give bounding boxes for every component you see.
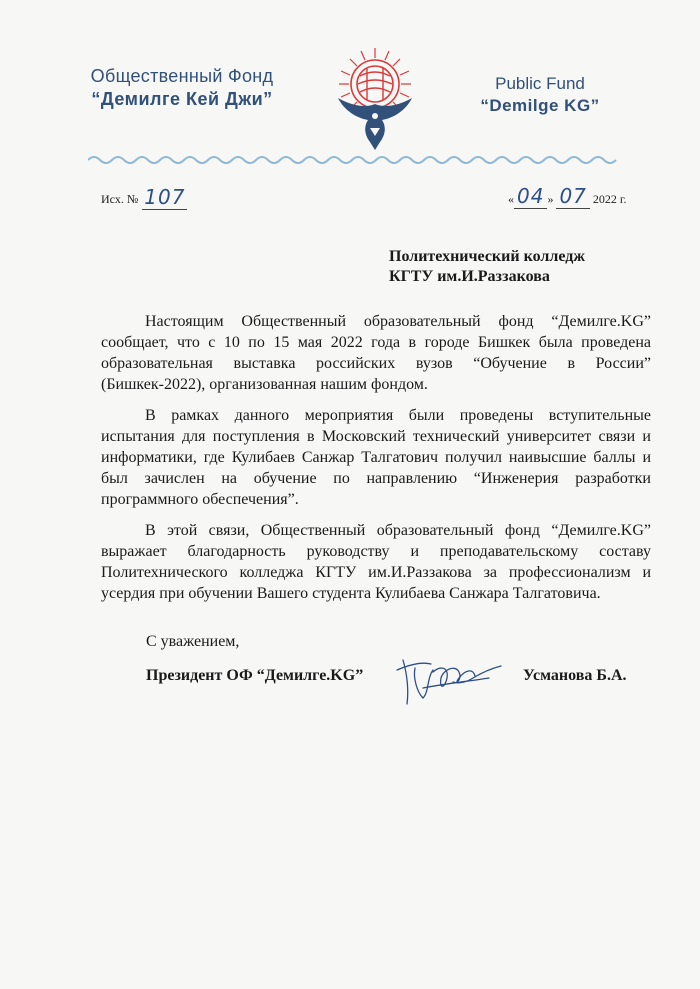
signer-position: Президент ОФ “Демилге.KG” [146,667,364,684]
outgoing-reference [101,184,187,208]
date-day: 04 [514,184,547,209]
recipient-line2: КГТУ им.И.Раззакова [389,268,550,285]
body-paragraph-1: Настоящим Общественный образовательный фонд “Демилге.KG” сообщает, что с 10 по 15 мая 2022 года в городе Бишкек была проведена образовательная выставка российских вузов “Обучение в России” (Бишкек-2022), организованная нашим фондом. [101,313,651,393]
fund-name-ru: Общественный Фонд [90,66,274,86]
date-year: 2022 г. [592,192,627,206]
body-paragraph-2: В рамках данного мероприятия были проведены вступительные испытания для поступления в Московский технический университет связи и информатики, где Кулибаев Санжар Талгатович получил наивысшие баллы и был зачислен на обучение по направлению “Инженерия разработки программного обеспечения”. [101,407,651,508]
closing-regards: С уважением, [146,633,240,650]
date-month: 07 [556,184,589,209]
recipient-line1: Политехнический колледж [389,248,585,265]
body-paragraph-3: В этой связи, Общественный образовательный фонд “Демилге.KG” выражает благодарность руководству и преподавательскому составу Политехнического колледжа КГТУ им.И.Раззакова за профессионализм и усердия при обучении Вашего студента Кулибаева Санжара Талгатовича. [101,522,651,602]
date-open-quote: « [508,192,514,206]
fund-title-ru: “Демилге Кей Джи” [91,89,273,109]
letterhead-right [440,74,640,116]
letterhead-left [52,66,312,110]
fund-name-en: Public Fund [495,74,585,93]
ornament-divider [88,154,618,166]
letter-date [508,184,626,208]
signer-name: Усманова Б.А. [523,667,627,684]
date-close-quote: » [547,192,554,206]
fund-title-en: “Demilge KG” [480,96,600,115]
eagle-emblem-icon [330,46,420,158]
recipient-block [389,247,585,287]
reference-number: 107 [144,185,186,209]
reference-prefix: Исх. № [101,192,139,206]
handwritten-signature-icon [393,648,505,710]
letter-body [101,311,651,614]
